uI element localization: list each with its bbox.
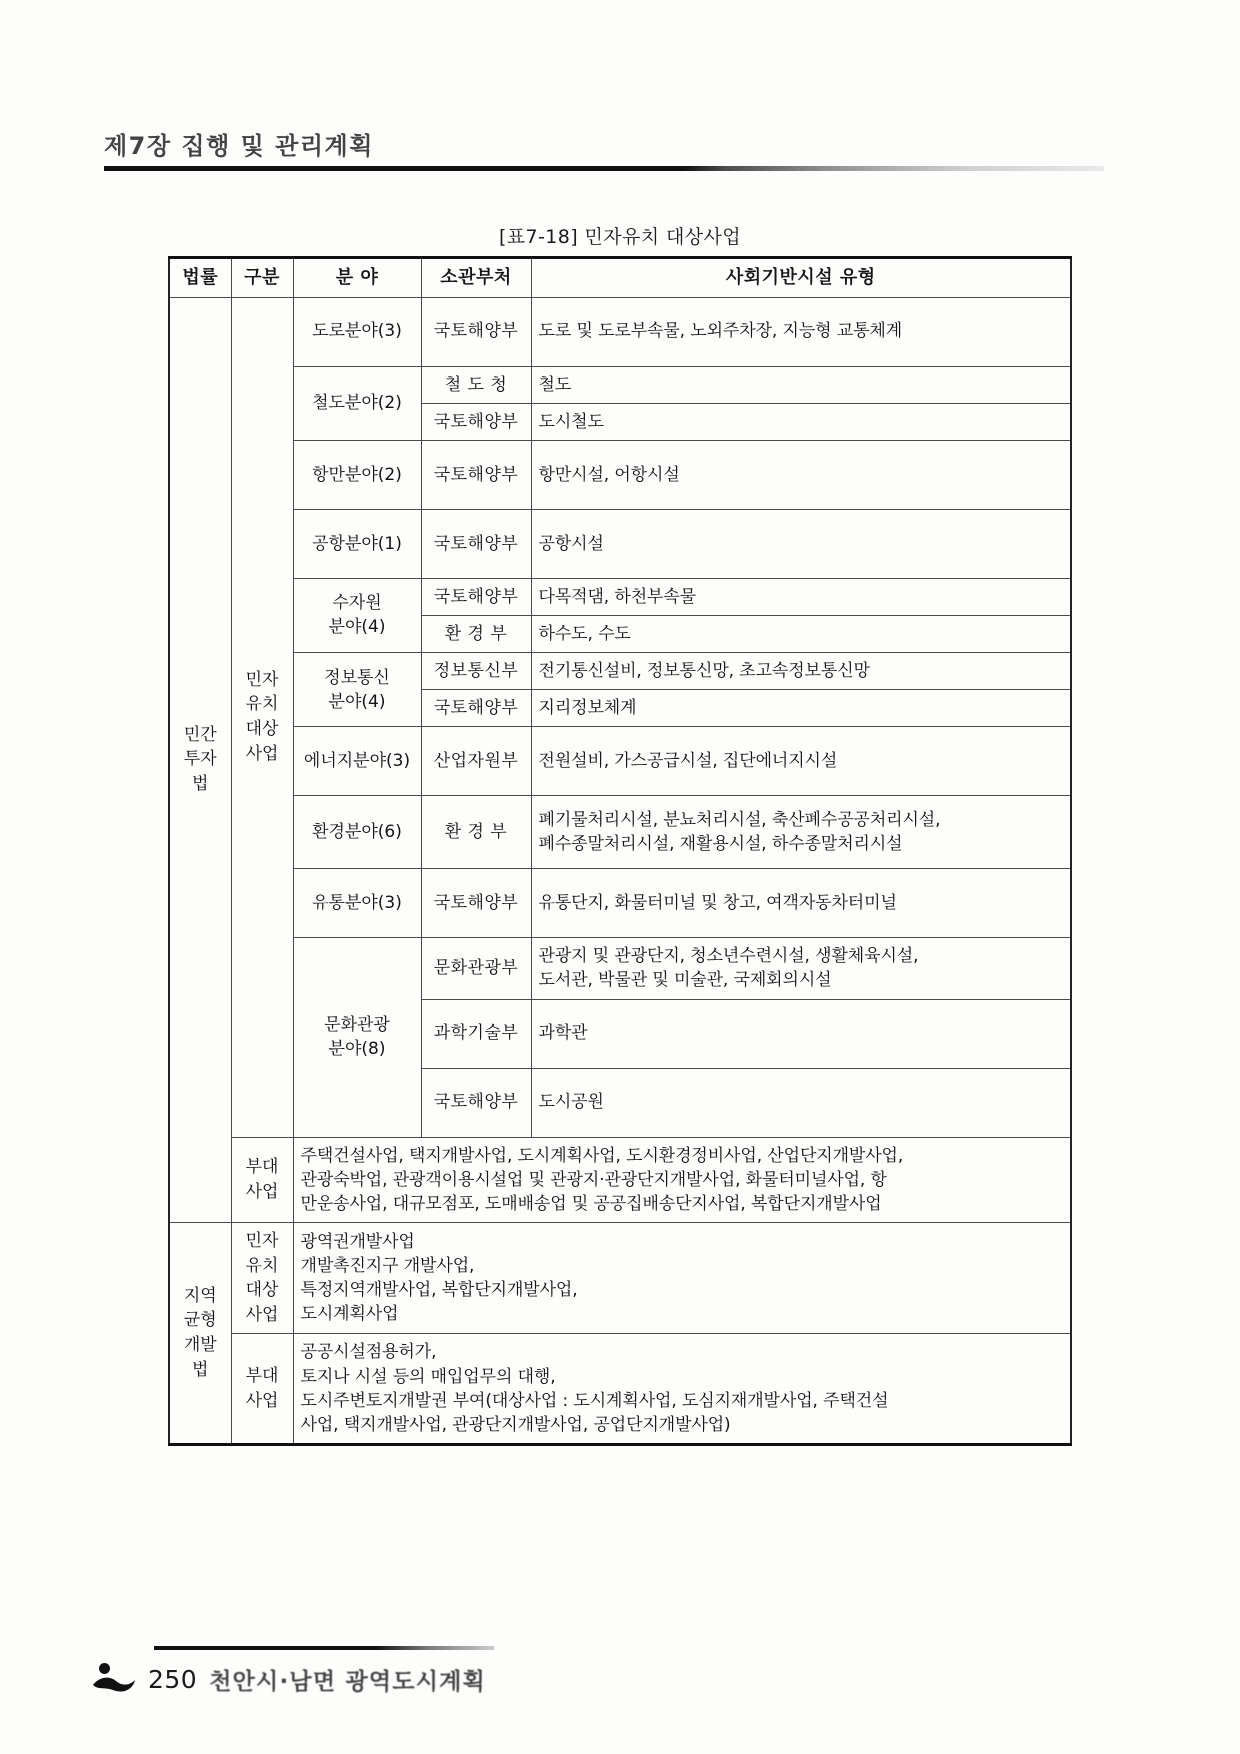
cell-ministry-molit: 국토해양부: [421, 1068, 531, 1137]
division-line: 유치: [245, 694, 279, 715]
table-row: [169, 366, 1071, 403]
cell-law-regional-development: [169, 1222, 231, 1444]
field-line: 분야(4): [328, 691, 386, 712]
cell-type-science-museum: 과학관: [531, 999, 1071, 1068]
cell-type-sewage: 하수도, 수도: [531, 615, 1071, 652]
type-line: 폐기물처리시설, 분뇨처리시설, 축산폐수공공처리시설,: [538, 810, 941, 831]
cell-division-target-projects-regional: [231, 1222, 293, 1334]
cell-type-culture: [531, 938, 1071, 999]
cell-ministry-science-technology: 과학기술부: [421, 999, 531, 1068]
table-row: [169, 796, 1071, 869]
field-line: 정보통신: [324, 667, 390, 688]
division-line: 사업: [245, 1304, 279, 1325]
type-line: 관광지 및 관광단지, 청소년수련시설, 생활체육시설,: [538, 946, 919, 967]
division-line: 민자: [245, 669, 279, 690]
cell-type-airport: 공항시설: [531, 509, 1071, 578]
table-row: [169, 1334, 1071, 1445]
cell-field-distribution: 유통분야(3): [293, 869, 421, 938]
cell-ministry-molit: 국토해양부: [421, 403, 531, 440]
division-line: 부대: [245, 1157, 279, 1178]
division-line: 민자: [245, 1230, 279, 1251]
law-line: 법: [192, 1359, 209, 1380]
field-line: 분야(8): [328, 1039, 386, 1060]
cell-regional-target-projects: [293, 1222, 1071, 1334]
cell-field-ict: [293, 653, 421, 727]
running-head-rule: [104, 166, 1104, 171]
table-row: [169, 297, 1071, 366]
division-line: 대상: [245, 719, 279, 740]
cell-type-gis: 지리정보체계: [531, 690, 1071, 727]
cell-ministry-molit: 국토해양부: [421, 509, 531, 578]
cell-division-supplementary-regional: [231, 1334, 293, 1445]
cell-ministry-environment: 환 경 부: [421, 796, 531, 869]
cell-field-environment: 환경분야(6): [293, 796, 421, 869]
type-line: 광역권개발사업: [300, 1231, 415, 1252]
type-line: 토지나 시설 등의 매입업무의 대행,: [300, 1366, 556, 1387]
cell-type-urban-railway: 도시철도: [531, 403, 1071, 440]
law-line: 지역: [183, 1285, 217, 1306]
type-line: 도서관, 박물관 및 미술관, 국제회의시설: [538, 970, 832, 991]
law-line: 법: [192, 774, 209, 795]
law-line: 개발: [183, 1334, 217, 1355]
division-line: 부대: [245, 1366, 279, 1387]
cell-type-railway: 철도: [531, 366, 1071, 403]
table-row: [169, 727, 1071, 796]
law-line: 투자: [183, 749, 217, 770]
type-line: 폐수종말처리시설, 재활용시설, 하수종말처리시설: [538, 834, 903, 855]
type-line: 주택건설사업, 택지개발사업, 도시계획사업, 도시환경정비사업, 산업단지개발사업,: [300, 1145, 904, 1166]
table-row: [169, 938, 1071, 999]
footer-document-title: 천안시·남면 광역도시계획: [209, 1668, 486, 1695]
cell-ministry-molit: 국토해양부: [421, 440, 531, 509]
cell-supplementary-projects: [293, 1137, 1071, 1222]
cell-law-private-investment: [169, 297, 231, 1222]
cell-type-environment: [531, 796, 1071, 869]
cell-ministry-molit: 국토해양부: [421, 578, 531, 615]
header-field: 분 야: [293, 258, 421, 298]
table-row: [169, 509, 1071, 578]
table-row: [169, 1222, 1071, 1334]
law-line: 균형: [183, 1310, 217, 1331]
cell-field-culture-tourism: [293, 938, 421, 1137]
footer-ornament-icon: [92, 1662, 136, 1696]
cell-regional-supplementary-projects: [293, 1334, 1071, 1445]
division-line: 사업: [245, 743, 279, 764]
table-row: [169, 653, 1071, 690]
cell-type-port: 항만시설, 어항시설: [531, 440, 1071, 509]
cell-field-port: 항만분야(2): [293, 440, 421, 509]
division-line: 대상: [245, 1280, 279, 1301]
running-head-text: 제7장 집행 및 관리계획: [104, 132, 374, 160]
cell-type-water: 다목적댐, 하천부속물: [531, 578, 1071, 615]
law-line: 민간: [183, 724, 217, 745]
header-law: 법률: [169, 258, 231, 298]
cell-ministry-culture-tourism: 문화관광부: [421, 938, 531, 999]
cell-field-energy: 에너지분야(3): [293, 727, 421, 796]
field-line: 분야(4): [328, 617, 386, 638]
field-line: 수자원: [332, 593, 382, 614]
table-caption: [표7-18] 민자유치 대상사업: [498, 226, 741, 248]
page-footer: [92, 1646, 1102, 1696]
footer-rule: [154, 1646, 494, 1650]
cell-ministry-industry-resources: 산업자원부: [421, 727, 531, 796]
running-head: [104, 126, 1104, 171]
cell-ministry-environment: 환 경 부: [421, 615, 531, 652]
cell-ministry-rail-agency: 철 도 청: [421, 366, 531, 403]
type-line: 개발촉진지구 개발사업,: [300, 1256, 475, 1277]
table-row: [169, 578, 1071, 615]
field-line: 문화관광: [324, 1015, 390, 1036]
cell-field-railway: 철도분야(2): [293, 366, 421, 440]
cell-ministry-information-communication: 정보통신부: [421, 653, 531, 690]
type-line: 관광숙박업, 관광객이용시설업 및 관광지·관광단지개발사업, 화물터미널사업, 항: [300, 1169, 887, 1190]
type-line: 특정지역개발사업, 복합단지개발사업,: [300, 1280, 578, 1301]
private-investment-table: [168, 256, 1072, 1446]
cell-type-energy: 전원설비, 가스공급시설, 집단에너지시설: [531, 727, 1071, 796]
table-row: [169, 440, 1071, 509]
cell-ministry-molit: 국토해양부: [421, 869, 531, 938]
cell-type-telecom: 전기통신설비, 정보통신망, 초고속정보통신망: [531, 653, 1071, 690]
type-line: 만운송사업, 대규모점포, 도매배송업 및 공공집배송단지사업, 복합단지개발사업: [300, 1193, 882, 1214]
page-number: 250: [148, 1664, 198, 1694]
table-header-row: [169, 258, 1071, 298]
table-container: [168, 256, 1070, 1446]
division-line: 사업: [245, 1390, 279, 1411]
cell-field-airport: 공항분야(1): [293, 509, 421, 578]
header-division: 구분: [231, 258, 293, 298]
cell-division-target-projects: [231, 297, 293, 1137]
cell-type-urban-park: 도시공원: [531, 1068, 1071, 1137]
type-line: 공공시설점용허가,: [300, 1342, 437, 1363]
cell-ministry-molit: 국토해양부: [421, 297, 531, 366]
type-line: 도시계획사업: [300, 1304, 399, 1325]
table-row: [169, 1137, 1071, 1222]
table-row: [169, 869, 1071, 938]
division-line: 사업: [245, 1181, 279, 1202]
cell-ministry-molit: 국토해양부: [421, 690, 531, 727]
cell-type-road: 도로 및 도로부속물, 노외주차장, 지능형 교통체계: [531, 297, 1071, 366]
cell-field-water-resources: [293, 578, 421, 652]
cell-field-road: 도로분야(3): [293, 297, 421, 366]
cell-division-supplementary: [231, 1137, 293, 1222]
division-line: 유치: [245, 1255, 279, 1276]
header-infrastructure-type: 사회기반시설 유형: [531, 258, 1071, 298]
type-line: 도시주변토지개발권 부여(대상사업 : 도시계획사업, 도심지재개발사업, 주택건설: [300, 1390, 889, 1411]
cell-type-distribution: 유통단지, 화물터미널 및 창고, 여객자동차터미널: [531, 869, 1071, 938]
type-line: 사업, 택지개발사업, 관광단지개발사업, 공업단지개발사업): [300, 1414, 731, 1435]
header-ministry: 소관부처: [421, 258, 531, 298]
